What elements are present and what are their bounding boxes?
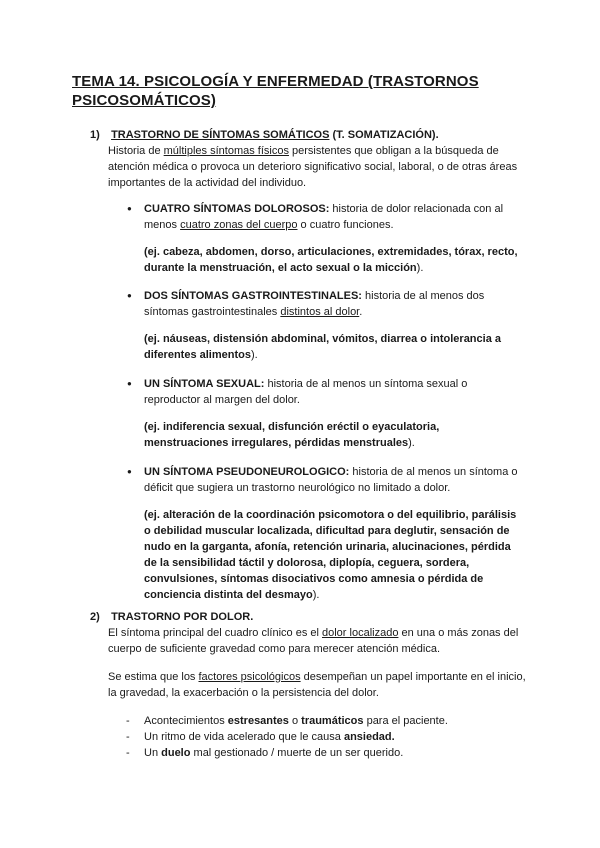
example-text: (ej. cabeza, abdomen, dorso, articulaciones, extremidades, tórax, recto, durante la menstruación, el acto sexual o la micción xyxy=(144,246,518,274)
p2-text-rest: desempeñan un papel importante en el inicio, la gravedad, la exacerbación o la persistencia del dolor. xyxy=(108,671,526,699)
bullet-label: DOS SÍNTOMAS GASTROINTESTINALES: xyxy=(144,290,362,302)
list-text: Un xyxy=(144,747,162,759)
bullet-icon: ● xyxy=(127,379,132,388)
list-text: Acontecimientos xyxy=(144,715,228,727)
bullet-label: UN SÍNTOMA SEXUAL: xyxy=(144,378,265,390)
example-text: (ej. alteración de la coordinación psicomotora o del equilibrio, parálisis o debilidad muscular localizada, dificultad para deglutir, sensación de nudo en la garganta, afonía, retención urinaria, alucinaciones, pérdida de la sensibilidad táctil y dolorosa, diplopía, ceguera, sordera, convulsiones, síntomas disociativos como amnesia o pérdida de conciencia distinta del desmayo xyxy=(144,509,517,601)
section-2-heading xyxy=(90,610,253,625)
p1-text-rest: en una o más zonas del cuerpo de suficiente gravedad como para merecer atención médica. xyxy=(108,627,519,655)
section-2-paragraph-2 xyxy=(108,669,528,701)
bullet-text: historia de al menos un síntoma o déficit que sugiera un trastorno neurológico no limitado a dolor. xyxy=(144,466,518,494)
desc-underlined: múltiples síntomas físicos xyxy=(163,145,289,157)
p1-underlined: dolor localizado xyxy=(322,627,399,639)
bullet-text: historia de al menos dos síntomas gastrointestinales xyxy=(144,290,485,318)
p1-text: El síntoma principal del cuadro clínico es el xyxy=(108,627,322,639)
list-bold: ansiedad. xyxy=(343,731,395,743)
section-2-title: TRASTORNO POR DOLOR. xyxy=(111,611,254,623)
bullet-underlined: distintos al dolor xyxy=(280,306,360,318)
section-1-description xyxy=(108,143,528,191)
desc-text: Historia de xyxy=(108,145,164,157)
example-close: ). xyxy=(250,349,258,361)
page-title: TEMA 14. PSICOLOGÍA Y ENFERMEDAD (TRASTORNOS PSICOSOMÁTICOS) xyxy=(72,73,479,109)
bullet-text-rest: o cuatro funciones. xyxy=(297,219,394,231)
section-2-paragraph-1 xyxy=(108,625,528,657)
list-item xyxy=(144,745,524,761)
bullet-icon: ● xyxy=(127,467,132,476)
list-text-rest: mal gestionado / muerte de un ser querido. xyxy=(190,747,404,759)
bullet-item xyxy=(144,201,524,233)
dash-icon: - xyxy=(126,747,130,759)
list-bold: estresantes xyxy=(227,715,289,727)
bullet-item xyxy=(144,464,524,496)
bullet-example xyxy=(144,419,524,451)
example-close: ). xyxy=(416,262,424,274)
list-item xyxy=(144,713,524,729)
dash-icon: - xyxy=(126,731,130,743)
bullet-icon: ● xyxy=(127,204,132,213)
example-close: ). xyxy=(312,589,320,601)
section-1-title-suffix: (T. SOMATIZACIÓN). xyxy=(329,129,439,141)
bullet-text-rest: . xyxy=(359,306,363,318)
bullet-underlined: cuatro zonas del cuerpo xyxy=(180,219,298,231)
bullet-text: historia de dolor relacionada con al menos xyxy=(144,203,504,231)
bullet-example xyxy=(144,244,524,276)
list-text-mid: o xyxy=(288,715,302,727)
desc-text-rest: persistentes que obligan a la búsqueda de atención médica o provoca un deterioro significativo social, laboral, o de otras áreas importantes de la actividad del individuo. xyxy=(108,145,518,189)
bullet-text: historia de al menos un síntoma sexual o reproductor al margen del dolor. xyxy=(144,378,468,406)
list-text: Un ritmo de vida acelerado que le causa xyxy=(144,731,344,743)
bullet-label: CUATRO SÍNTOMAS DOLOROSOS: xyxy=(144,203,330,215)
list-bold-2: traumáticos xyxy=(301,715,364,727)
bullet-icon: ● xyxy=(127,291,132,300)
section-1-heading xyxy=(90,128,439,143)
bullet-item xyxy=(144,288,524,320)
dash-icon: - xyxy=(126,715,130,727)
list-item xyxy=(144,729,524,745)
section-1-title: TRASTORNO DE SÍNTOMAS SOMÁTICOS xyxy=(111,129,330,141)
bullet-example xyxy=(144,507,524,603)
example-text: (ej. náuseas, distensión abdominal, vómitos, diarrea o intolerancia a diferentes alimentos xyxy=(144,333,501,361)
list-text-rest: para el paciente. xyxy=(363,715,448,727)
p2-underlined: factores psicológicos xyxy=(198,671,301,683)
example-text: (ej. indiferencia sexual, disfunción eréctil o eyaculatoria, menstruaciones irregulares, pérdidas menstruales xyxy=(144,421,440,449)
list-bold: duelo xyxy=(161,747,191,759)
section-1-number: 1) xyxy=(90,129,100,141)
section-2-number: 2) xyxy=(90,611,100,623)
bullet-example xyxy=(144,331,524,363)
bullet-label: UN SÍNTOMA PSEUDONEUROLOGICO: xyxy=(144,466,350,478)
bullet-item xyxy=(144,376,524,408)
example-close: ). xyxy=(408,437,415,449)
p2-text: Se estima que los xyxy=(108,671,199,683)
